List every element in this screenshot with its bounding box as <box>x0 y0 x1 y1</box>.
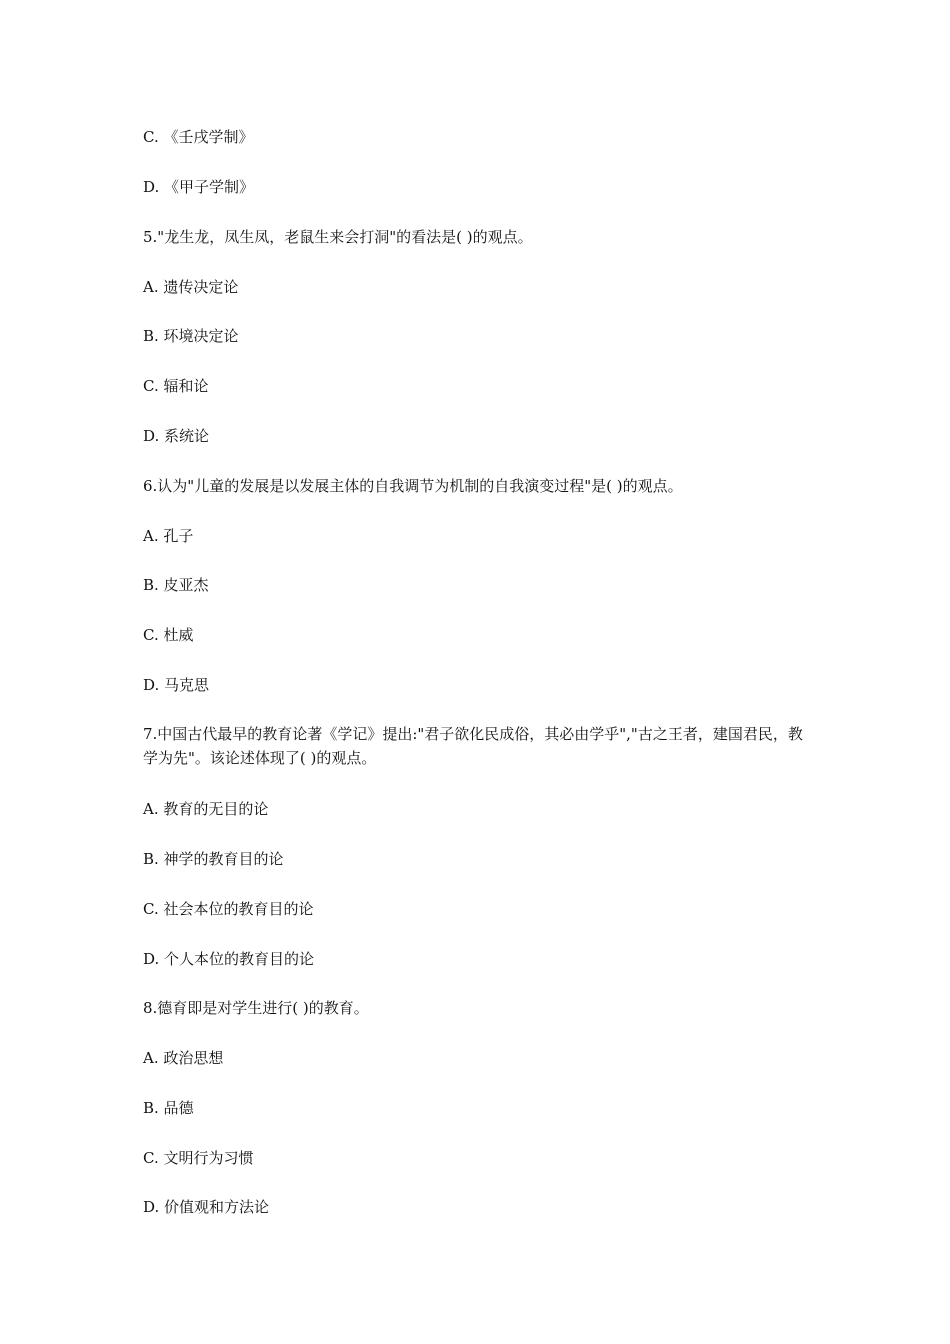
option-b-q5: B. 环境决定论 <box>143 327 239 345</box>
option-c-q6: C. 杜威 <box>143 626 194 644</box>
option-c-q8: C. 文明行为习惯 <box>143 1149 254 1167</box>
option-c-q5: C. 辐和论 <box>143 377 209 395</box>
option-d-q6: D. 马克思 <box>143 676 210 694</box>
question-6: 6.认为"儿童的发展是以发展主体的自我调节为机制的自我演变过程"是( )的观点。 <box>143 477 683 495</box>
option-d-q4: D. 《甲子学制》 <box>143 178 255 196</box>
option-b-q7: B. 神学的教育目的论 <box>143 850 284 868</box>
question-5: 5."龙生龙，凤生凤，老鼠生来会打洞"的看法是( )的观点。 <box>143 228 533 246</box>
option-a-q6: A. 孔子 <box>143 527 194 545</box>
option-c-q4: C. 《壬戌学制》 <box>143 128 254 146</box>
question-7: 7.中国古代最早的教育论著《学记》提出:"君子欲化民成俗，其必由学乎","古之王者，建国君民，教学为先"。该论述体现了( )的观点。 <box>143 725 803 767</box>
option-b-q6: B. 皮亚杰 <box>143 576 209 594</box>
option-d-q7: D. 个人本位的教育目的论 <box>143 950 315 968</box>
option-d-q8: D. 价值观和方法论 <box>143 1198 270 1216</box>
option-a-q8: A. 政治思想 <box>143 1049 224 1067</box>
option-c-q7: C. 社会本位的教育目的论 <box>143 900 314 918</box>
option-a-q7: A. 教育的无目的论 <box>143 800 269 818</box>
option-b-q8: B. 品德 <box>143 1099 194 1117</box>
question-8: 8.德育即是对学生进行( )的教育。 <box>143 999 369 1017</box>
option-d-q5: D. 系统论 <box>143 427 210 445</box>
option-a-q5: A. 遗传决定论 <box>143 278 239 296</box>
